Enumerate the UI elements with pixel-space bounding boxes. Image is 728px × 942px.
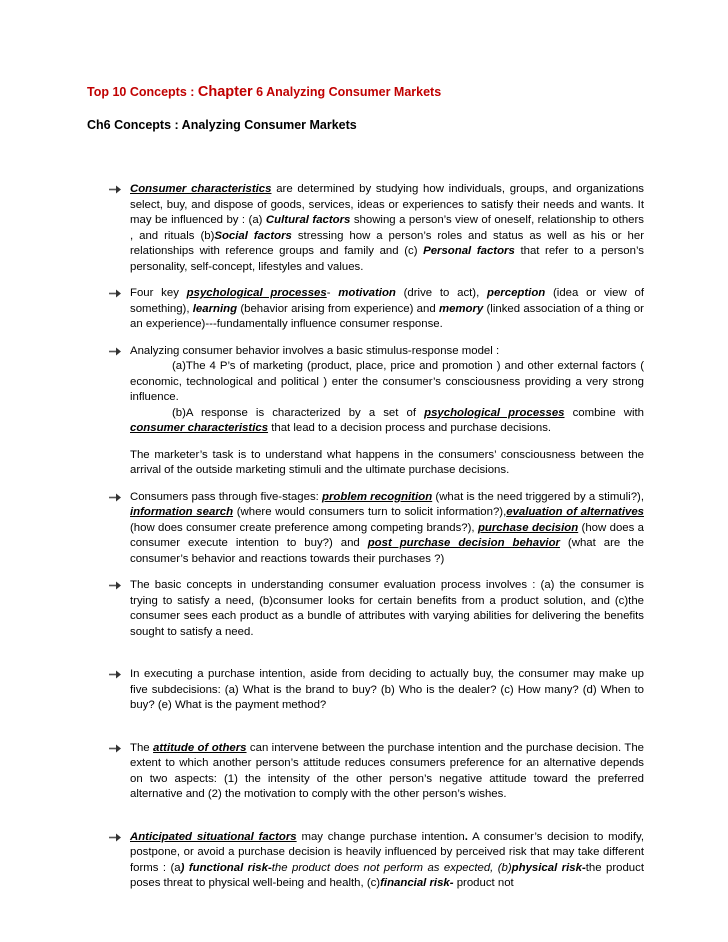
- item-text: Consumers pass through five-stages: problem recognition (what is the need triggered by a stimuli?), information search (where would consumers turn to solicit information?),evaluation of alternatives (how does consumer create preference among competing brands?), purchase decision (how does a consumer execute intention to buy?) and post purchase decision behavior (what are the consumer’s behavior and reactions towards their purchases ?): [130, 490, 645, 565]
- list-item: [108, 490, 644, 568]
- arrow-bullet-icon: [108, 492, 122, 503]
- document-title: [87, 84, 441, 100]
- item-text: (a)The 4 P’s of marketing (product, place, price and promotion ) and other external factors ( economic, technological and political ) enter the consumer’s consciousness providing a very strong influence.: [130, 360, 644, 403]
- item-text: Consumer characteristics are determined by studying how individuals, groups, and organizations select, buy, and dispose of goods, services, ideas or experiences to satisfy their needs and wants. It may be influenced by : (a) Cultural factors showing a person’s view of oneself, relationship to others , and rituals (b)Social factors stressing how a person’s roles and status as well as his or her relationships with reference groups and family and (c) Personal factors that refer to a person’s personality, self-concept, lifestyles and values.: [130, 183, 645, 273]
- arrow-bullet-icon: [108, 832, 122, 843]
- arrow-bullet-icon: [108, 184, 122, 195]
- arrow-bullet-icon: [108, 288, 122, 299]
- list-item: [108, 830, 644, 892]
- concepts-list: [108, 182, 644, 892]
- list-item: [108, 667, 644, 714]
- item-text: The basic concepts in understanding consumer evaluation process involves : (a) the consumer is trying to satisfy a need, (b)consumer looks for certain benefits from a product solution, and (c)the consumer sees each product as a bundle of attributes with varying abilities for delivering the benefits sought to satisfy a need.: [130, 579, 644, 638]
- item-text: The marketer’s task is to understand what happens in the consumers’ consciousness between the arrival of the outside marketing stimuli and the ultimate purchase decisions.: [130, 448, 644, 476]
- list-item: [108, 286, 644, 333]
- title-rest: 6 Analyzing Consumer Markets: [252, 85, 442, 99]
- list-item: [108, 182, 644, 275]
- list-item: [108, 741, 644, 803]
- title-chapter: Chapter: [197, 84, 253, 100]
- document-subtitle: Ch6 Concepts : Analyzing Consumer Markets: [87, 118, 357, 132]
- list-item: [108, 578, 644, 640]
- item-text: (b)A response is characterized by a set of psychological processes combine with consumer characteristics that lead to a decision process and purchase decisions.: [130, 406, 644, 434]
- item-text: In executing a purchase intention, aside from deciding to actually buy, the consumer may make up five subdecisions: (a) What is the brand to buy? (b) Who is the dealer? (c) How many? (d) When to buy? (e) What is the payment method?: [130, 668, 644, 711]
- arrow-bullet-icon: [108, 669, 122, 680]
- list-item: [108, 344, 644, 479]
- arrow-bullet-icon: [108, 580, 122, 591]
- arrow-bullet-icon: [108, 743, 122, 754]
- arrow-bullet-icon: [108, 346, 122, 357]
- item-text: Analyzing consumer behavior involves a basic stimulus-response model :: [130, 344, 500, 357]
- item-text: The attitude of others can intervene between the purchase intention and the purchase decision. The extent to which another person’s attitude reduces consumers preference for an alternative depends on two aspects: (1) the intensity of the other person’s negative attitude toward the preferred alternative and (2) the motivation to comply with the other person’s wishes.: [130, 741, 644, 800]
- item-text: Anticipated situational factors may change purchase intention. A consumer’s decision to modify, postpone, or avoid a purchase decision is heavily influenced by perceived risk that may take different forms : (a) functional risk-the product does not perform as expected, (b)physical risk-the product poses threat to physical well-being and health, (c)financial risk- product not: [130, 830, 645, 889]
- item-text: Four key psychological processes- motivation (drive to act), perception (idea or view of something), learning (behavior arising from experience) and memory (linked association of a thing or an experience)---fundamentally influence consumer response.: [130, 287, 644, 330]
- title-prefix: Top 10 Concepts :: [87, 85, 198, 99]
